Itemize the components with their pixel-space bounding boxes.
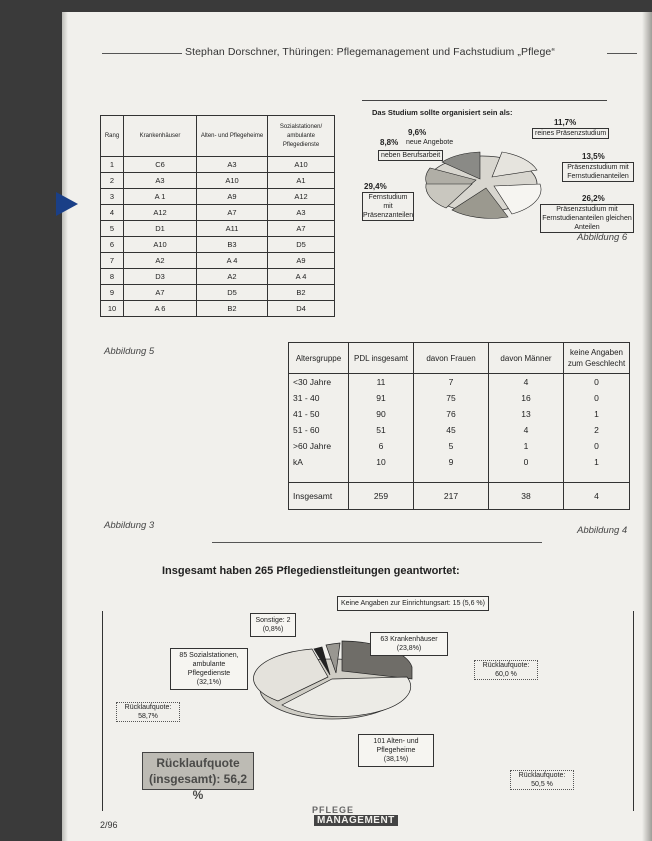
running-header: Stephan Dorschner, Thüringen: Pflegemanagement und Fachstudium „Pflege“	[185, 46, 555, 58]
table-row	[289, 454, 630, 470]
ranking-table	[100, 115, 335, 317]
page-tab-arrow-icon	[56, 192, 78, 216]
table-cell: A 6	[124, 301, 197, 317]
table-cell	[289, 470, 349, 483]
table-row	[289, 406, 630, 422]
header-rule-left	[102, 53, 182, 54]
pie3-label-keine: Keine Angaben zur Einrichtungsart: 15 (5,6 %)	[337, 596, 489, 611]
table-cell	[349, 470, 414, 483]
table-cell: Insgesamt	[289, 483, 349, 510]
table-cell: 259	[349, 483, 414, 510]
label-line: (0,8%)	[262, 626, 284, 633]
table-cell: A10	[268, 157, 335, 173]
table-cell: A10	[124, 237, 197, 253]
table-row	[101, 157, 335, 173]
pie3-return-rate-kh	[474, 660, 538, 680]
pie3-return-rate-alten	[510, 770, 574, 790]
table-row	[289, 438, 630, 454]
pie3-total-return-rate	[142, 752, 254, 802]
table-row	[289, 422, 630, 438]
pie6-pct: 13,5%	[582, 152, 605, 161]
pie6-pct: 26,2%	[582, 194, 605, 203]
table-cell: A12	[124, 205, 197, 221]
table-cell: 51 - 60	[289, 422, 349, 438]
pie3-label-sozial	[170, 648, 248, 690]
table-cell: A10	[197, 173, 268, 189]
pie3-label-sonstige	[250, 613, 296, 637]
col-header: davon Frauen	[414, 343, 489, 374]
pie3-return-rate-sozial	[116, 702, 180, 722]
table-cell: 1	[564, 406, 630, 422]
age-group-table	[288, 342, 630, 510]
table-row	[101, 269, 335, 285]
col-header: Sozialstationen/ ambulante Pflegedienste	[268, 116, 335, 157]
table-cell: A 1	[124, 189, 197, 205]
table-cell: A1	[268, 173, 335, 189]
pie6-label: neben Berufsarbeit	[378, 150, 443, 161]
table-cell: 7	[101, 253, 124, 269]
table-cell: 91	[349, 390, 414, 406]
table-row	[101, 285, 335, 301]
table-row	[101, 301, 335, 317]
table-cell: A11	[197, 221, 268, 237]
table-cell: 90	[349, 406, 414, 422]
table-cell: A7	[124, 285, 197, 301]
table-cell: 2	[564, 422, 630, 438]
label-line: 63 Krankenhäuser	[380, 636, 438, 643]
table-cell	[564, 470, 630, 483]
footer-logo-top: PFLEGE	[312, 805, 355, 815]
table-cell: 75	[414, 390, 489, 406]
table-cell: 4	[101, 205, 124, 221]
figure-caption-6: Abbildung 6	[577, 232, 628, 243]
pie6-top-rule	[362, 100, 607, 101]
label-line: Rücklaufquote	[156, 756, 240, 770]
table-row	[101, 189, 335, 205]
col-header: keine Angaben zum Geschlecht	[564, 343, 630, 374]
table-cell: D3	[124, 269, 197, 285]
table-cell: 10	[349, 454, 414, 470]
label-line: (insgesamt): 56,2 %	[148, 772, 248, 802]
label-line: (38,1%)	[383, 756, 409, 763]
table-cell: 3	[101, 189, 124, 205]
table-cell: A3	[124, 173, 197, 189]
table-cell: 5	[414, 438, 489, 454]
table-cell: 4	[564, 483, 630, 510]
table-cell: A12	[268, 189, 335, 205]
label-line: 60,0 %	[495, 671, 517, 678]
pie6-pct: 29,4%	[364, 182, 387, 191]
table-cell	[489, 470, 564, 483]
pie6-title: Das Studium sollte organisiert sein als:	[372, 108, 513, 117]
pie3-label-kh	[370, 632, 448, 656]
label-line: 50,5 %	[531, 781, 553, 788]
table-cell: 1	[101, 157, 124, 173]
pie6-pct: 8,8%	[380, 138, 399, 147]
table-row	[101, 205, 335, 221]
col-header: Altersgruppe	[289, 343, 349, 374]
table-cell: 6	[101, 237, 124, 253]
table-cell: 0	[489, 454, 564, 470]
table-cell: A 4	[268, 269, 335, 285]
label-line: ambulante	[192, 661, 226, 668]
table-cell: <30 Jahre	[289, 374, 349, 391]
label-line: 85 Sozialstationen,	[179, 652, 239, 659]
page-number: 2/96	[100, 820, 118, 830]
figure-caption-3: Abbildung 3	[104, 520, 155, 531]
table-cell	[414, 470, 489, 483]
table-cell: 16	[489, 390, 564, 406]
table-cell: 76	[414, 406, 489, 422]
col-header: Alten- und Pflegeheime	[197, 116, 268, 157]
table-cell: 1	[489, 438, 564, 454]
label-line: Rücklaufquote:	[518, 772, 566, 779]
pie6-label: neue Angebote	[406, 139, 454, 146]
table-cell: 9	[101, 285, 124, 301]
section-rule	[212, 542, 542, 543]
table-cell: 51	[349, 422, 414, 438]
pie6-label: reines Präsenzstudium	[532, 128, 609, 139]
pie6-pct: 11,7%	[554, 118, 577, 127]
col-header: davon Männer	[489, 343, 564, 374]
table-row	[101, 221, 335, 237]
label-line: Pflegeheime	[376, 747, 416, 754]
table-cell: A 4	[197, 253, 268, 269]
pie6-label: Fernstudium mit Präsenzanteilen	[363, 194, 414, 219]
pie6-pct: 9,6%	[408, 128, 427, 137]
pie3-label-alten	[358, 734, 434, 767]
table-cell: A3	[197, 157, 268, 173]
table-cell: 2	[101, 173, 124, 189]
table-cell: A2	[124, 253, 197, 269]
table-cell: 6	[349, 438, 414, 454]
table-cell: D1	[124, 221, 197, 237]
label-line: Rücklaufquote:	[124, 704, 172, 711]
table-cell: A9	[268, 253, 335, 269]
table-cell: 4	[489, 374, 564, 391]
table-cell: 41 - 50	[289, 406, 349, 422]
table-cell: 31 - 40	[289, 390, 349, 406]
table-cell: 217	[414, 483, 489, 510]
table-cell: 11	[349, 374, 414, 391]
col-header: PDL insgesamt	[349, 343, 414, 374]
table-row	[101, 237, 335, 253]
label-line: 58,7%	[138, 713, 158, 720]
pie6-label: Präsenzstudium mit Fernstudienanteilen	[562, 162, 634, 182]
table-cell: 10	[101, 301, 124, 317]
table-spacer	[289, 470, 630, 483]
table-cell: A9	[197, 189, 268, 205]
table-cell: 0	[564, 390, 630, 406]
table-cell: D5	[197, 285, 268, 301]
label-line: Pflegedienste	[187, 670, 231, 677]
table-cell: 1	[564, 454, 630, 470]
table-cell: 0	[564, 374, 630, 391]
table-cell: A7	[197, 205, 268, 221]
table-cell: 45	[414, 422, 489, 438]
figure-caption-5: Abbildung 5	[104, 346, 155, 357]
table-cell: C6	[124, 157, 197, 173]
table-cell: A2	[197, 269, 268, 285]
col-header: Krankenhäuser	[124, 116, 197, 157]
table-cell: A7	[268, 221, 335, 237]
label-line: 101 Alten- und	[373, 738, 419, 745]
table-cell: 4	[489, 422, 564, 438]
table-cell: A3	[268, 205, 335, 221]
table-cell: B3	[197, 237, 268, 253]
scanned-page	[62, 12, 652, 841]
table-cell: 7	[414, 374, 489, 391]
label-line: (23,8%)	[396, 645, 422, 652]
label-line: (32,1%)	[196, 679, 222, 686]
table-cell: >60 Jahre	[289, 438, 349, 454]
table-total-row	[289, 483, 630, 510]
table-cell: 5	[101, 221, 124, 237]
table-cell: B2	[268, 285, 335, 301]
table-cell: kA	[289, 454, 349, 470]
table-cell: 8	[101, 269, 124, 285]
figure-caption-4: Abbildung 4	[577, 525, 628, 536]
col-header: Rang	[101, 116, 124, 157]
table-cell: 38	[489, 483, 564, 510]
label-line: Rücklaufquote:	[482, 662, 530, 669]
label-line: Sonstige: 2	[255, 617, 291, 624]
table-cell: B2	[197, 301, 268, 317]
table-cell: D5	[268, 237, 335, 253]
pie6-label: Präsenzstudium mit Fernstudienanteilen gleichen Anteilen	[540, 204, 634, 233]
footer-logo-bottom: MANAGEMENT	[314, 815, 398, 826]
table-row	[289, 390, 630, 406]
table-cell: 9	[414, 454, 489, 470]
header-rule-right	[607, 53, 637, 54]
table-row	[101, 253, 335, 269]
table-row	[101, 173, 335, 189]
table-cell: D4	[268, 301, 335, 317]
table-row	[289, 374, 630, 391]
pie3-title: Insgesamt haben 265 Pflegedienstleitungen geantwortet:	[162, 565, 460, 577]
table-cell: 0	[564, 438, 630, 454]
table-cell: 13	[489, 406, 564, 422]
